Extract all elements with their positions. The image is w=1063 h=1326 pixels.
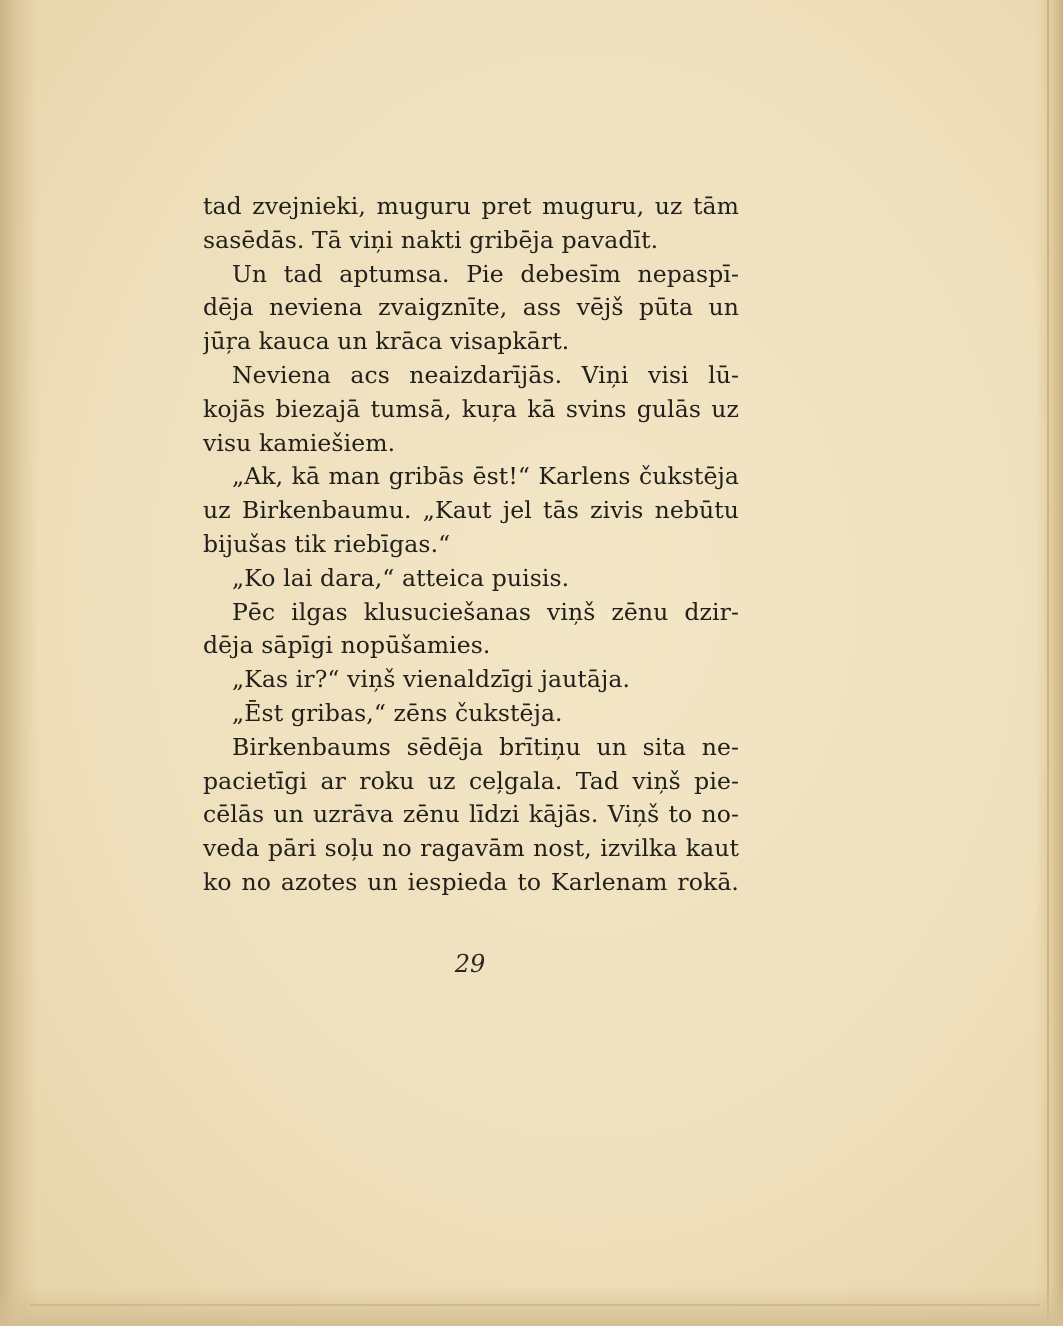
- text-line: Neviena acs neaizdarījās. Viņi visi lū-: [232, 360, 739, 389]
- text-line: „Ak, kā man gribās ēst!“ Karlens čukstēja: [232, 462, 739, 491]
- page-edge-bottom-line: [30, 1304, 1040, 1306]
- text-line: dēja sāpīgi nopūšamies.: [203, 631, 491, 660]
- binding-shadow: [0, 0, 38, 1326]
- text-line: „Ēst gribas,“ zēns čukstēja.: [232, 698, 563, 727]
- text-line: uz Birkenbaumu. „Kaut jel tās zivis nebūtu: [203, 496, 739, 525]
- text-line: cēlās un uzrāva zēnu līdzi kājās. Viņš to no-: [203, 800, 739, 829]
- text-line: Pēc ilgas klusuciešanas viņš zēnu dzir-: [232, 597, 739, 626]
- text-line: bijušas tik riebīgas.“: [203, 529, 451, 558]
- page-edge-right: [1035, 0, 1063, 1326]
- page-number: 29: [454, 950, 486, 978]
- text-line: „Kas ir?“ viņš vienaldzīgi jautāja.: [232, 665, 631, 694]
- text-line: „Ko lai dara,“ atteica puisis.: [232, 563, 570, 592]
- text-line: veda pāri soļu no ragavām nost, izvilka kaut: [203, 834, 739, 863]
- page-edge-bottom: [0, 1286, 1063, 1326]
- text-line: Birkenbaums sēdēja brītiņu un sita ne-: [232, 732, 739, 761]
- text-line: sasēdās. Tā viņi nakti gribēja pavadīt.: [203, 225, 659, 254]
- text-line: tad zvejnieki, muguru pret muguru, uz tām: [203, 192, 739, 220]
- text-line: visu kamiešiem.: [203, 428, 396, 457]
- text-line: dēja neviena zvaigznīte, ass vējš pūta un: [203, 293, 739, 322]
- page-edge-line: [1047, 0, 1049, 1326]
- body-text: [203, 190, 739, 900]
- text-line: Un tad aptumsa. Pie debesīm nepaspī-: [232, 259, 739, 288]
- text-line: jūŗa kauca un krāca visapkārt.: [203, 327, 570, 356]
- text-line: pacietīgi ar roku uz ceļgala. Tad viņš pie-: [203, 766, 739, 795]
- text-line: kojās biezajā tumsā, kuŗa kā svins gulās uz: [203, 394, 739, 423]
- text-line: ko no azotes un iespieda to Karlenam rokā.: [203, 867, 739, 896]
